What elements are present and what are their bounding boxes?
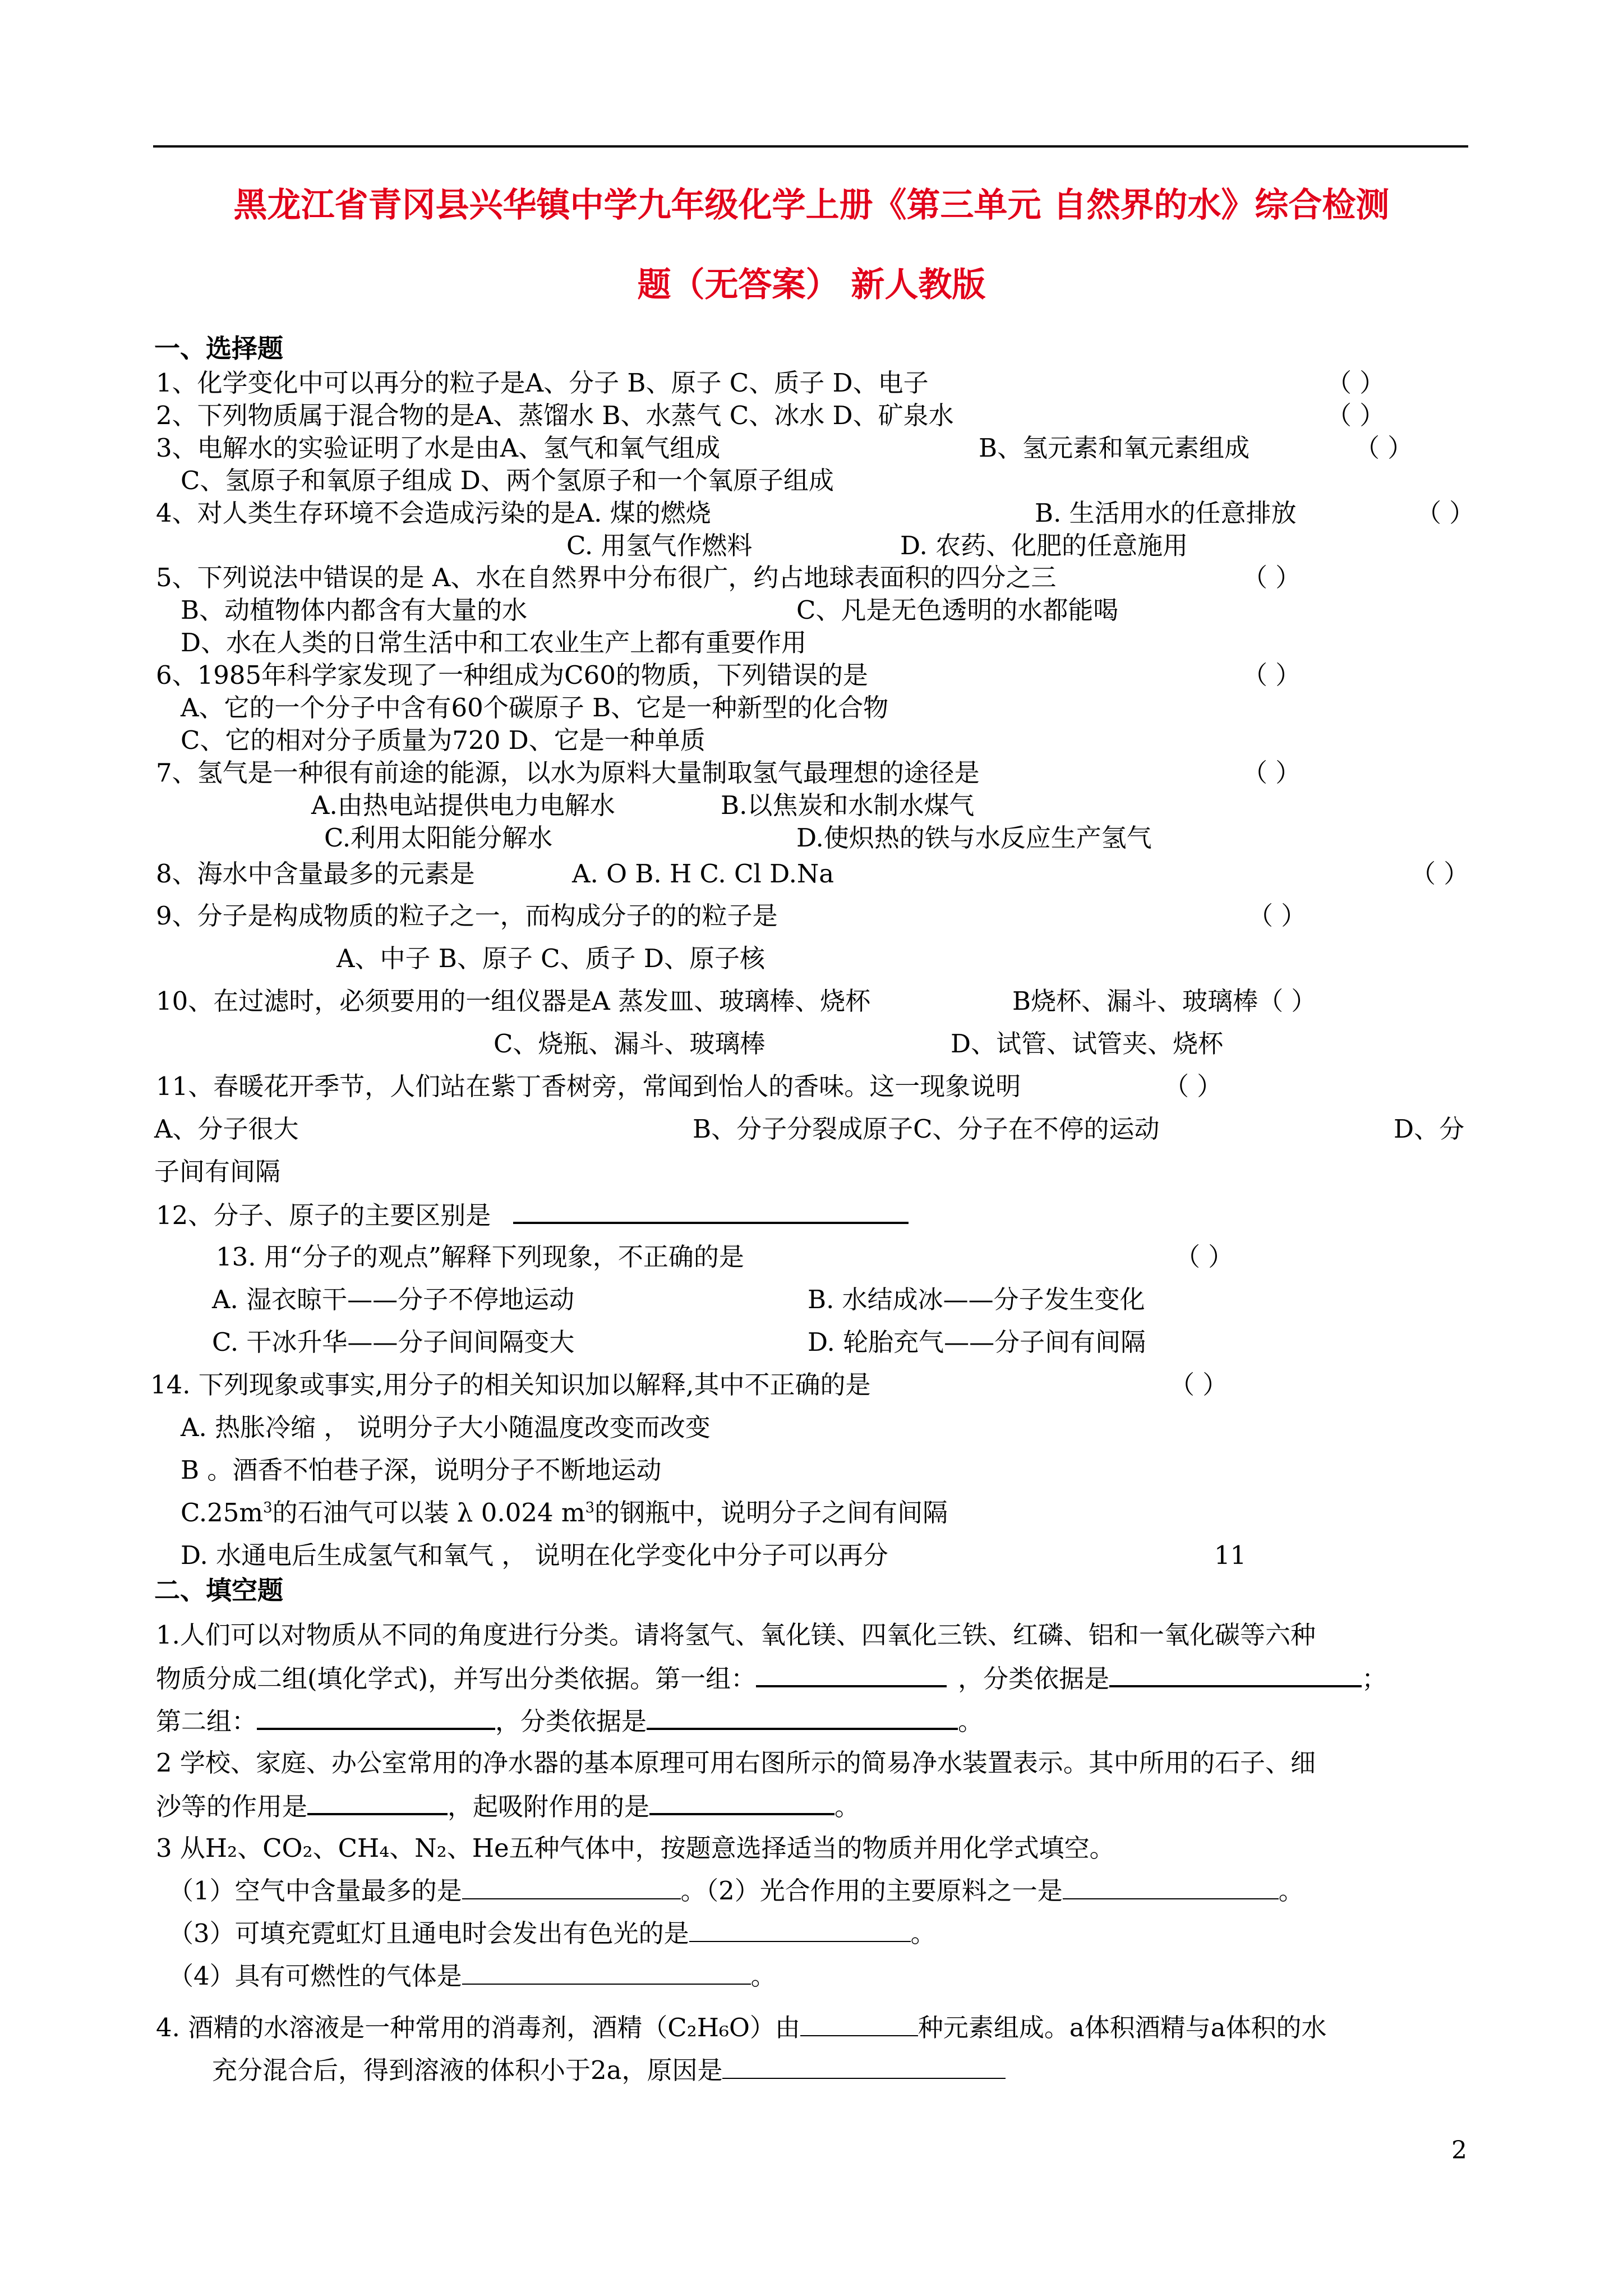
answer-paren: （ ） bbox=[1248, 901, 1307, 931]
question-2: 2、下列物质属于混合物的是A、蒸馏水 B、水蒸气 C、冰水 D、矿泉水 bbox=[156, 401, 954, 430]
question-9: 9、分子是构成物质的粒子之一，而构成分子的的粒子是 bbox=[156, 901, 778, 931]
answer-blank[interactable] bbox=[307, 1793, 448, 1815]
answer-paren: （ ） bbox=[1242, 563, 1301, 592]
answer-paren: （ ） bbox=[1242, 758, 1301, 788]
fill-4-line1: 4. 酒精的水溶液是一种常用的消毒剂，酒精（C₂H₆O）由 种元素组成。a体积酒精与a体积的水 bbox=[156, 2013, 1327, 2042]
question-4-option-d: D. 农药、化肥的任意施用 bbox=[900, 531, 1188, 560]
question-7-option-b: B.以焦炭和水制水煤气 bbox=[721, 790, 975, 820]
question-13-option-a: A. 湿衣晾干——分子不停地运动 bbox=[212, 1285, 575, 1314]
stray-number: 11 bbox=[1214, 1540, 1247, 1570]
question-14-option-d: D. 水通电后生成氢气和氧气 ， 说明在化学变化中分子可以再分 bbox=[181, 1540, 888, 1570]
section-heading-fill: 二、填空题 bbox=[154, 1575, 283, 1605]
section-heading-choice: 一、选择题 bbox=[154, 333, 283, 364]
question-10: 10、在过滤时，必须要用的一组仪器是A 蒸发皿、玻璃棒、烧杯 bbox=[156, 986, 871, 1016]
question-5: 5、下列说法中错误的是 A、水在自然界中分布很广，约占地球表面积的四分之三 bbox=[156, 563, 1057, 592]
answer-paren: （ ） bbox=[1416, 498, 1475, 528]
answer-blank[interactable] bbox=[722, 2058, 1006, 2079]
fill-3-item-3: （3）可填充霓虹灯且通电时会发出有色光的是 。 bbox=[168, 1918, 936, 1948]
question-11: 11、春暖花开季节，人们站在紫丁香树旁，常闻到怡人的香味。这一现象说明 bbox=[156, 1071, 1021, 1101]
question-11-option-d: D、分 bbox=[1394, 1114, 1465, 1144]
answer-paren: （ ） bbox=[1242, 660, 1301, 690]
question-7-option-d: D.使炽热的铁与水反应生产氢气 bbox=[796, 823, 1152, 853]
question-10-option-b: B烧杯、漏斗、玻璃棒（ ） bbox=[1012, 986, 1317, 1016]
answer-paren: （ ） bbox=[1169, 1370, 1228, 1400]
answer-paren: （ ） bbox=[1326, 368, 1385, 398]
question-5-option-c: C、凡是无色透明的水都能喝 bbox=[796, 595, 1119, 625]
answer-blank[interactable] bbox=[513, 1202, 909, 1224]
answer-blank[interactable] bbox=[689, 1921, 911, 1942]
question-3: 3、电解水的实验证明了水是由A、氢气和氧气组成 bbox=[156, 433, 721, 463]
fill-1-line3: 第二组： ，分类依据是 。 bbox=[156, 1706, 984, 1736]
question-13-option-c: C. 干冰升华——分子间间隔变大 bbox=[212, 1327, 575, 1357]
question-3-option-b: B、氢元素和氧元素组成 bbox=[979, 433, 1250, 463]
question-14-option-c: $C.25m^3$的石油气可以装 λ 0.024 $m^3$的钢瓶中，说明分子之间有间隔 bbox=[181, 1498, 948, 1527]
answer-blank[interactable] bbox=[649, 1793, 834, 1815]
question-14-option-a: A. 热胀冷缩 ， 说明分子大小随温度改变而改变 bbox=[181, 1412, 711, 1442]
question-7-option-a: A.由热电站提供电力电解水 bbox=[311, 790, 615, 820]
answer-paren: （ ） bbox=[1354, 433, 1413, 463]
question-6-options-cd: C、它的相对分子质量为720 D、它是一种单质 bbox=[181, 725, 706, 755]
question-10-option-c: C、烧瓶、漏斗、玻璃棒 bbox=[494, 1029, 766, 1059]
fill-3-item-4: （4）具有可燃性的气体是 。 bbox=[168, 1961, 776, 1991]
question-13-option-b: B. 水结成冰——分子发生变化 bbox=[808, 1285, 1145, 1314]
question-8: 8、海水中含量最多的元素是 bbox=[156, 859, 475, 889]
question-14: 14. 下列现象或事实,用分子的相关知识加以解释,其中不正确的是 bbox=[150, 1370, 871, 1400]
question-7: 7、氢气是一种很有前途的能源，以水为原料大量制取氢气最理想的途径是 bbox=[156, 758, 980, 788]
answer-blank[interactable] bbox=[1109, 1665, 1362, 1687]
answer-paren: （ ） bbox=[1326, 401, 1385, 430]
question-6-options-ab: A、它的一个分子中含有60个碳原子 B、它是一种新型的化合物 bbox=[181, 693, 889, 723]
fill-2-line2: 沙等的作用是 ，起吸附作用的是 。 bbox=[156, 1792, 860, 1821]
question-11-option-a: A、分子很大 bbox=[154, 1114, 299, 1144]
answer-blank[interactable] bbox=[462, 1963, 751, 1985]
question-14-option-b: B 。酒香不怕巷子深，说明分子不断地运动 bbox=[181, 1455, 662, 1485]
answer-paren: （ ） bbox=[1410, 859, 1469, 889]
page-title-line2: 题（无答案） 新人教版 bbox=[637, 265, 986, 305]
question-5-option-d: D、水在人类的日常生活中和工农业生产上都有重要作用 bbox=[181, 628, 807, 657]
fill-2-line1: 2 学校、家庭、办公室常用的净水器的基本原理可用右图所示的简易净水装置表示。其中所用的石子、细 bbox=[156, 1748, 1316, 1778]
page-number: 2 bbox=[1451, 2136, 1467, 2165]
question-4-option-c: C. 用氢气作燃料 bbox=[566, 531, 753, 560]
question-1: 1、化学变化中可以再分的粒子是A、分子 B、原子 C、质子 D、电子 bbox=[156, 368, 929, 398]
answer-paren: （ ） bbox=[1175, 1242, 1234, 1272]
fill-1-line1: 1.人们可以对物质从不同的角度进行分类。请将氢气、氧化镁、四氧化三铁、红磷、铝和一氧化碳等六种 bbox=[156, 1620, 1316, 1650]
answer-blank[interactable] bbox=[647, 1708, 958, 1730]
answer-paren: （ ） bbox=[1164, 1071, 1223, 1101]
question-6: 6、1985年科学家发现了一种组成为C60的物质，下列错误的是 bbox=[156, 660, 868, 690]
fill-3-items-1-2: （1）空气中含量最多的是 。（2）光合作用的主要原料之一是 。 bbox=[168, 1876, 1304, 1906]
question-4-option-b: B. 生活用水的任意排放 bbox=[1035, 498, 1297, 528]
question-12: 12、分子、原子的主要区别是 bbox=[156, 1202, 909, 1228]
answer-blank[interactable] bbox=[756, 1665, 947, 1687]
answer-blank[interactable] bbox=[1063, 1878, 1279, 1899]
question-10-option-d: D、试管、试管夹、烧杯 bbox=[951, 1029, 1224, 1059]
question-13-option-d: D. 轮胎充气——分子间有间隔 bbox=[808, 1327, 1146, 1357]
fill-3-line1: 3 从H₂、CO₂、CH₄、N₂、He五种气体中，按题意选择适当的物质并用化学式填空。 bbox=[156, 1833, 1115, 1863]
answer-blank[interactable] bbox=[462, 1878, 681, 1899]
question-11-options-bc: B、分子分裂成原子C、分子在不停的运动 bbox=[693, 1114, 1160, 1144]
page-title: 黑龙江省青冈县兴华镇中学九年级化学上册《第三单元 自然界的水》综合检测 bbox=[233, 186, 1390, 225]
question-7-option-c: C.利用太阳能分解水 bbox=[324, 823, 553, 853]
answer-blank[interactable] bbox=[257, 1708, 495, 1730]
fill-1-line2: 物质分成二组(填化学式)，并写出分类依据。第一组： ，分类依据是 ； bbox=[156, 1664, 1387, 1694]
question-4: 4、对人类生存环境不会造成污染的是A. 煤的燃烧 bbox=[156, 498, 711, 528]
question-3-options-cd: C、氢原子和氧原子组成 D、两个氢原子和一个氧原子组成 bbox=[181, 466, 834, 495]
header-rule bbox=[153, 145, 1468, 148]
answer-blank[interactable] bbox=[800, 2015, 918, 2036]
question-5-option-b: B、动植物体内都含有大量的水 bbox=[181, 595, 528, 625]
fill-4-line2: 充分混合后，得到溶液的体积小于2a，原因是 bbox=[212, 2058, 1006, 2083]
question-9-options: A、中子 B、原子 C、质子 D、原子核 bbox=[336, 944, 765, 973]
question-13: 13. 用“分子的观点”解释下列现象，不正确的是 bbox=[216, 1242, 744, 1272]
question-8-options: A. O B. H C. Cl D.Na bbox=[572, 859, 834, 889]
question-11-option-d-cont: 子间有间隔 bbox=[154, 1157, 281, 1186]
